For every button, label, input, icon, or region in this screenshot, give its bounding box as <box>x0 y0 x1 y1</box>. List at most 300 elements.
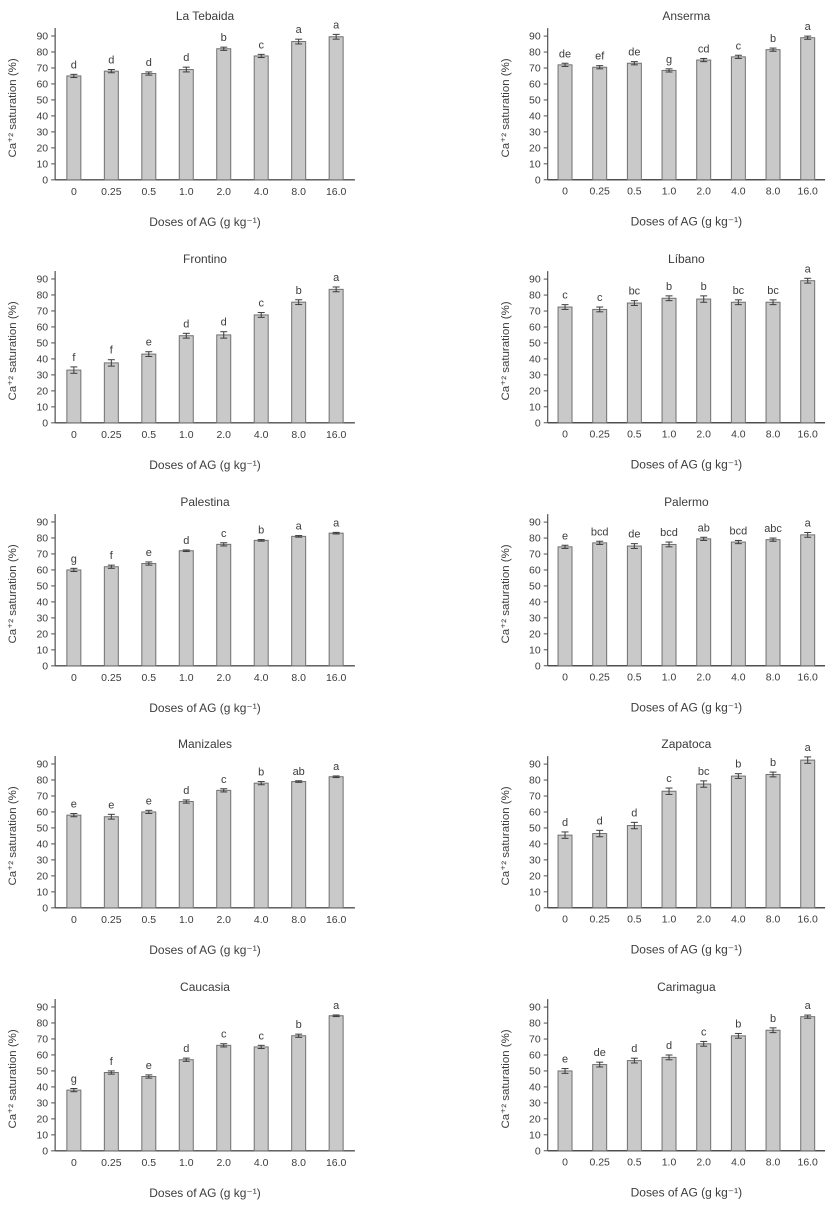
sig-letter: d <box>631 1043 638 1056</box>
y-tick-label: 80 <box>529 775 541 787</box>
bar <box>697 1044 711 1151</box>
chart-title: La Tebaida <box>175 8 235 23</box>
y-tick-label: 60 <box>36 322 49 334</box>
x-tick-label: 2.0 <box>696 672 711 684</box>
sig-letter: d <box>70 59 77 72</box>
sig-letter: a <box>333 1000 340 1013</box>
bar <box>104 817 118 908</box>
bar <box>292 1036 306 1151</box>
bar <box>801 1017 815 1151</box>
y-tick-label: 70 <box>36 791 49 803</box>
chart-canvas <box>420 243 839 486</box>
sig-letter: d <box>665 1040 673 1053</box>
bar <box>179 1060 193 1151</box>
bar <box>329 289 343 422</box>
sig-letter: c <box>735 40 742 53</box>
bar <box>329 1016 343 1151</box>
x-tick-label: 0.5 <box>141 186 157 198</box>
bar <box>558 546 572 665</box>
bar <box>731 542 745 666</box>
x-tick-label: 0 <box>562 1157 568 1169</box>
y-tick-label: 90 <box>529 517 541 529</box>
x-tick-label: 4.0 <box>731 672 746 684</box>
sig-letter: bc <box>697 766 710 779</box>
sig-letter: c <box>258 297 264 310</box>
x-tick-label: 0.25 <box>101 1158 122 1170</box>
chart-panel <box>0 243 420 486</box>
x-tick-label: 0.5 <box>627 429 642 441</box>
sig-letter: c <box>220 774 227 787</box>
x-tick-label: 1.0 <box>661 915 677 927</box>
y-tick-label: 20 <box>529 1114 541 1126</box>
x-tick-label: 0.25 <box>101 429 122 441</box>
y-tick-label: 60 <box>36 79 49 91</box>
bar <box>627 1061 641 1151</box>
bar <box>593 1065 607 1151</box>
sig-letter: e <box>561 1053 569 1066</box>
x-tick-label: 16.0 <box>325 915 347 927</box>
x-tick-label: 4.0 <box>253 186 269 198</box>
x-tick-label: 0.25 <box>589 915 610 927</box>
x-tick-label: 8.0 <box>765 429 781 441</box>
y-tick-label: 50 <box>529 823 541 835</box>
chart-canvas <box>0 728 420 971</box>
x-tick-label: 0.25 <box>101 672 122 684</box>
y-tick-label: 10 <box>529 402 541 414</box>
bar <box>801 38 815 180</box>
x-tick-label: 16.0 <box>325 1158 347 1170</box>
sig-letter: b <box>735 1018 742 1031</box>
y-tick-label: 30 <box>529 855 541 867</box>
y-tick-label: 20 <box>529 386 541 398</box>
sig-letter: d <box>183 785 190 798</box>
chart-canvas <box>0 0 420 243</box>
x-tick-label: 8.0 <box>291 672 306 684</box>
sig-letter: a <box>333 271 340 284</box>
sig-letter: d <box>183 318 190 331</box>
bar <box>142 1077 156 1151</box>
sig-letter: b <box>295 1019 302 1032</box>
sig-letter: b <box>735 759 742 772</box>
x-tick-label: 0.5 <box>141 915 157 927</box>
sig-letter: bc <box>732 284 745 297</box>
bar <box>697 299 711 423</box>
x-tick-label: 4.0 <box>253 915 269 927</box>
x-tick-label: 4.0 <box>253 672 269 684</box>
y-tick-label: 20 <box>36 1114 49 1126</box>
x-tick-label: 8.0 <box>291 429 306 441</box>
y-tick-label: 50 <box>36 823 49 835</box>
chart-title: Caucasia <box>180 980 230 995</box>
y-tick-label: 0 <box>534 903 541 915</box>
sig-letter: ab <box>292 766 305 779</box>
y-tick-label: 30 <box>529 1098 541 1110</box>
bar <box>217 49 231 180</box>
sig-letter: c <box>258 39 264 52</box>
y-tick-label: 60 <box>36 807 49 819</box>
x-tick-label: 4.0 <box>731 429 746 441</box>
y-tick-label: 50 <box>36 338 49 350</box>
x-tick-label: 0 <box>70 672 77 684</box>
bar <box>104 363 118 423</box>
y-tick-label: 80 <box>529 47 541 59</box>
x-axis-title: Doses of AG (g kg⁻¹) <box>149 700 261 715</box>
x-axis-title: Doses of AG (g kg⁻¹) <box>630 457 743 472</box>
x-tick-label: 0.5 <box>627 672 642 684</box>
bar <box>627 826 641 908</box>
sig-letter: b <box>258 524 265 537</box>
y-tick-label: 90 <box>36 31 49 43</box>
x-tick-label: 2.0 <box>216 672 232 684</box>
y-tick-label: 80 <box>36 533 49 545</box>
bar <box>67 816 81 909</box>
y-axis-title: Ca⁺² saturation (%) <box>499 1029 512 1129</box>
sig-letter: a <box>333 19 340 32</box>
y-tick-label: 50 <box>36 1066 49 1078</box>
y-tick-label: 0 <box>42 175 49 187</box>
y-tick-label: 60 <box>529 322 541 334</box>
chart-canvas <box>420 486 839 729</box>
chart-title: Líbano <box>668 251 705 266</box>
y-tick-label: 10 <box>529 644 541 656</box>
x-tick-label: 0 <box>562 429 568 441</box>
bar <box>558 65 572 180</box>
x-tick-label: 16.0 <box>797 672 818 684</box>
y-tick-label: 40 <box>36 1082 49 1094</box>
sig-letter: b <box>769 757 777 770</box>
y-tick-label: 10 <box>529 1130 541 1142</box>
bar <box>217 1046 231 1152</box>
bar <box>292 302 306 423</box>
x-tick-label: 4.0 <box>731 915 746 927</box>
sig-letter: cd <box>697 43 710 56</box>
y-tick-label: 30 <box>36 127 49 139</box>
y-tick-label: 60 <box>36 1050 49 1062</box>
y-tick-label: 90 <box>529 274 541 286</box>
bar <box>142 74 156 180</box>
x-tick-label: 0 <box>70 1158 77 1170</box>
x-axis-title: Doses of AG (g kg⁻¹) <box>149 943 261 958</box>
bar <box>142 354 156 423</box>
y-axis-title: Ca⁺² saturation (%) <box>499 301 512 401</box>
x-tick-label: 1.0 <box>661 672 677 684</box>
y-tick-label: 0 <box>534 418 541 430</box>
x-tick-label: 2.0 <box>216 186 232 198</box>
bar <box>558 1071 572 1151</box>
sig-letter: a <box>295 24 302 37</box>
x-tick-label: 8.0 <box>765 915 781 927</box>
y-tick-label: 50 <box>36 581 49 593</box>
sig-letter: e <box>145 336 152 349</box>
bar <box>217 335 231 423</box>
chart-title: Anserma <box>662 9 711 24</box>
sig-letter: de <box>558 48 572 61</box>
bar <box>558 836 572 909</box>
y-tick-label: 90 <box>36 759 49 771</box>
x-tick-label: 2.0 <box>696 186 711 198</box>
sig-letter: b <box>700 280 707 293</box>
sig-letter: c <box>220 527 227 540</box>
sig-letter: a <box>804 21 811 34</box>
sig-letter: a <box>333 761 340 774</box>
y-tick-label: 40 <box>529 111 541 123</box>
sig-letter: a <box>333 516 340 529</box>
y-tick-label: 90 <box>36 1002 49 1014</box>
bar <box>662 70 676 179</box>
y-tick-label: 10 <box>529 887 541 899</box>
y-tick-label: 20 <box>36 871 49 883</box>
chart-title: Frontino <box>183 251 227 266</box>
chart-canvas <box>0 971 420 1214</box>
bar <box>766 775 780 908</box>
x-tick-label: 0.25 <box>101 186 122 198</box>
x-tick-label: 8.0 <box>291 915 306 927</box>
x-tick-label: 0.25 <box>589 1157 610 1169</box>
sig-letter: a <box>295 520 302 533</box>
y-tick-label: 80 <box>529 1018 541 1030</box>
sig-letter: d <box>108 54 115 67</box>
bar <box>731 776 745 908</box>
x-tick-label: 2.0 <box>696 429 711 441</box>
sig-letter: a <box>804 517 811 530</box>
sig-letter: e <box>70 798 77 811</box>
y-tick-label: 80 <box>36 775 49 787</box>
y-tick-label: 20 <box>36 386 49 398</box>
sig-letter: c <box>220 1028 227 1041</box>
y-tick-label: 50 <box>529 1066 541 1078</box>
y-tick-label: 40 <box>36 111 49 123</box>
y-tick-label: 90 <box>529 31 541 43</box>
y-tick-label: 20 <box>529 143 541 155</box>
sig-letter: c <box>700 1026 707 1039</box>
sig-letter: ef <box>595 50 605 63</box>
bar <box>766 539 780 665</box>
x-tick-label: 0 <box>562 915 568 927</box>
x-tick-label: 0 <box>70 186 77 198</box>
bar <box>254 784 268 909</box>
sig-letter: e <box>145 546 152 559</box>
bar <box>766 302 780 423</box>
y-tick-label: 20 <box>36 143 49 155</box>
bar <box>292 782 306 908</box>
x-tick-label: 1.0 <box>178 915 194 927</box>
bar <box>142 812 156 908</box>
y-axis-title: Ca⁺² saturation (%) <box>499 58 512 158</box>
sig-letter: de <box>593 1047 606 1060</box>
y-tick-label: 50 <box>36 95 49 107</box>
y-tick-label: 0 <box>534 175 541 187</box>
y-tick-label: 50 <box>529 95 541 107</box>
sig-letter: e <box>145 1060 152 1073</box>
bar <box>662 544 676 665</box>
bar <box>662 298 676 423</box>
x-tick-label: 0.25 <box>589 672 610 684</box>
chart-canvas <box>420 728 839 971</box>
y-tick-label: 0 <box>42 903 49 915</box>
chart-panel <box>0 486 420 729</box>
y-tick-label: 10 <box>36 887 49 899</box>
sig-letter: g <box>70 1073 77 1086</box>
x-tick-label: 16.0 <box>325 429 347 441</box>
y-tick-label: 50 <box>529 338 541 350</box>
x-tick-label: 1.0 <box>661 1157 677 1169</box>
sig-letter: c <box>666 773 672 786</box>
y-tick-label: 30 <box>36 370 49 382</box>
bar <box>558 307 572 423</box>
sig-letter: de <box>628 46 641 59</box>
y-tick-label: 80 <box>36 290 49 302</box>
x-tick-label: 8.0 <box>291 1158 306 1170</box>
y-tick-label: 10 <box>36 159 49 171</box>
sig-letter: de <box>628 528 641 541</box>
bar <box>217 791 231 909</box>
x-axis-title: Doses of AG (g kg⁻¹) <box>149 214 261 229</box>
x-tick-label: 0.25 <box>589 429 610 441</box>
sig-letter: f <box>109 344 113 357</box>
x-tick-label: 1.0 <box>178 672 194 684</box>
x-tick-label: 2.0 <box>696 1157 711 1169</box>
y-tick-label: 40 <box>529 354 541 366</box>
x-axis-title: Doses of AG (g kg⁻¹) <box>630 700 743 715</box>
x-tick-label: 4.0 <box>253 429 269 441</box>
x-axis-title: Doses of AG (g kg⁻¹) <box>630 214 743 229</box>
x-tick-label: 1.0 <box>661 429 677 441</box>
y-tick-label: 60 <box>529 565 541 577</box>
y-tick-label: 30 <box>36 612 49 624</box>
bar <box>67 570 81 666</box>
sig-letter: e <box>561 529 569 542</box>
x-tick-label: 1.0 <box>178 429 194 441</box>
x-axis-title: Doses of AG (g kg⁻¹) <box>630 943 743 958</box>
sig-letter: d <box>561 817 569 830</box>
x-tick-label: 16.0 <box>797 1157 818 1169</box>
bar <box>254 1047 268 1151</box>
x-tick-label: 16.0 <box>325 186 347 198</box>
y-axis-title: Ca⁺² saturation (%) <box>7 301 20 401</box>
bar <box>731 57 745 180</box>
chart-panel <box>420 728 839 971</box>
y-tick-label: 20 <box>529 628 541 640</box>
x-tick-label: 0.25 <box>101 915 122 927</box>
x-tick-label: 16.0 <box>797 429 818 441</box>
bar <box>217 544 231 665</box>
chart-canvas <box>0 486 420 729</box>
y-tick-label: 10 <box>36 402 49 414</box>
x-tick-label: 2.0 <box>216 915 232 927</box>
x-axis-title: Doses of AG (g kg⁻¹) <box>149 1185 261 1200</box>
bar <box>593 834 607 908</box>
y-tick-label: 70 <box>36 549 49 561</box>
y-tick-label: 90 <box>36 517 49 529</box>
sig-letter: d <box>596 815 603 828</box>
bar <box>662 1058 676 1151</box>
bar <box>179 336 193 423</box>
bar <box>593 542 607 665</box>
y-tick-label: 70 <box>36 63 49 75</box>
x-tick-label: 0.5 <box>627 1157 642 1169</box>
bar <box>697 60 711 180</box>
y-tick-label: 70 <box>36 1034 49 1046</box>
bar <box>627 303 641 423</box>
bar <box>593 67 607 180</box>
x-tick-label: 0 <box>70 429 77 441</box>
chart-panel <box>420 0 839 243</box>
sig-letter: c <box>562 289 568 302</box>
chart-panel <box>420 243 839 486</box>
x-tick-label: 8.0 <box>765 186 781 198</box>
chart-title: Zapatoca <box>661 737 712 752</box>
chart-title: Palestina <box>180 494 230 509</box>
x-tick-label: 0 <box>70 915 77 927</box>
x-tick-label: 0.5 <box>627 915 642 927</box>
bar <box>627 63 641 180</box>
bar <box>731 302 745 423</box>
sig-letter: bcd <box>729 525 748 538</box>
y-axis-title: Ca⁺² saturation (%) <box>7 1029 20 1129</box>
chart-title: Manizales <box>178 737 232 752</box>
y-tick-label: 90 <box>529 1002 541 1014</box>
y-tick-label: 70 <box>529 306 541 318</box>
y-axis-title: Ca⁺² saturation (%) <box>7 786 20 886</box>
bar <box>67 76 81 180</box>
y-tick-label: 40 <box>529 839 541 851</box>
x-tick-label: 16.0 <box>797 186 818 198</box>
y-tick-label: 40 <box>36 354 49 366</box>
bar <box>697 538 711 665</box>
y-tick-label: 90 <box>36 274 49 286</box>
sig-letter: b <box>665 280 673 293</box>
sig-letter: a <box>804 1000 811 1013</box>
sig-letter: f <box>72 351 76 364</box>
bar <box>766 50 780 180</box>
chart-panel <box>420 971 839 1214</box>
sig-letter: d <box>145 56 152 69</box>
y-tick-label: 40 <box>36 596 49 608</box>
chart-panel <box>0 971 420 1214</box>
bar <box>662 792 676 909</box>
bar <box>329 533 343 666</box>
y-tick-label: 0 <box>534 1146 541 1158</box>
x-tick-label: 8.0 <box>291 186 306 198</box>
x-tick-label: 0.5 <box>627 186 642 198</box>
bar <box>593 309 607 422</box>
bar <box>329 37 343 180</box>
sig-letter: g <box>665 53 673 66</box>
y-tick-label: 40 <box>529 596 541 608</box>
y-tick-label: 30 <box>36 855 49 867</box>
sig-letter: bcd <box>660 526 678 539</box>
bar <box>292 536 306 665</box>
bar <box>731 1036 745 1151</box>
y-tick-label: 30 <box>529 370 541 382</box>
chart-panel <box>0 728 420 971</box>
x-tick-label: 0.5 <box>141 429 157 441</box>
bar <box>104 71 118 180</box>
y-tick-label: 0 <box>42 1146 49 1158</box>
x-tick-label: 8.0 <box>765 1157 781 1169</box>
sig-letter: bc <box>628 285 641 298</box>
y-axis-title: Ca⁺² saturation (%) <box>7 58 20 158</box>
x-tick-label: 0 <box>562 186 568 198</box>
y-tick-label: 60 <box>36 565 49 577</box>
bar <box>179 802 193 908</box>
y-tick-label: 70 <box>529 1034 541 1046</box>
bar <box>254 315 268 423</box>
sig-letter: a <box>804 742 811 755</box>
sig-letter: b <box>769 1013 777 1026</box>
sig-letter: b <box>258 766 265 779</box>
chart-canvas <box>0 243 420 486</box>
